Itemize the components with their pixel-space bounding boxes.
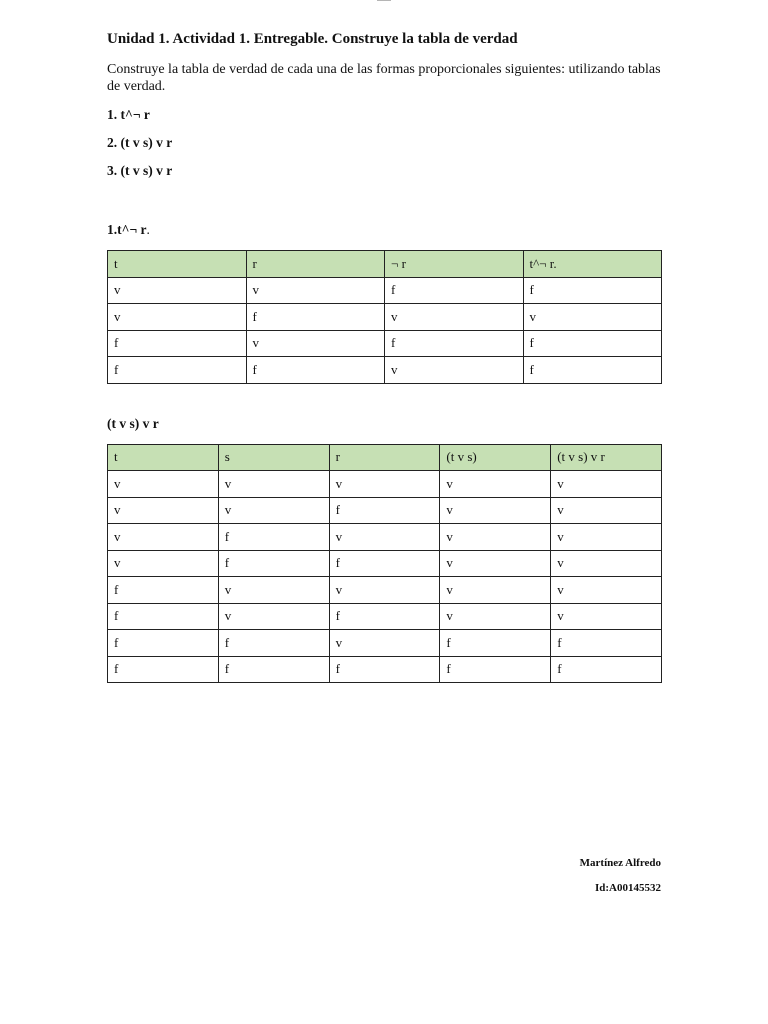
table-cell: v — [551, 577, 662, 604]
table-cell: v — [218, 603, 329, 630]
table-cell: v — [440, 524, 551, 551]
table-cell: v — [329, 630, 440, 657]
section-1-heading-text: 1.t^¬ r — [107, 222, 147, 237]
column-header: r — [246, 251, 385, 278]
table-cell: f — [108, 357, 247, 384]
table-header-row — [108, 251, 662, 278]
table-cell: f — [329, 497, 440, 524]
section-1-heading-period: . — [146, 222, 150, 237]
column-header: (t v s) v r — [551, 444, 662, 471]
column-header: (t v s) — [440, 444, 551, 471]
column-header: s — [218, 444, 329, 471]
table-cell: f — [440, 656, 551, 683]
table-row — [108, 656, 662, 683]
table-cell: f — [551, 656, 662, 683]
table-cell: f — [385, 330, 524, 357]
table-row — [108, 630, 662, 657]
table-cell: f — [246, 357, 385, 384]
truth-table-2 — [107, 444, 662, 684]
table-row — [108, 577, 662, 604]
table-cell: f — [329, 603, 440, 630]
table-row — [108, 277, 662, 304]
table-cell: v — [440, 471, 551, 498]
column-header: t^¬ r. — [523, 251, 662, 278]
table-cell: v — [218, 471, 329, 498]
table-cell: v — [218, 497, 329, 524]
table-cell: v — [246, 277, 385, 304]
formula-item-1: 1. t^¬ r — [107, 107, 150, 122]
column-header: t — [108, 251, 247, 278]
table-row — [108, 357, 662, 384]
document-title: Unidad 1. Actividad 1. Entregable. Construye la tabla de verdad — [107, 31, 518, 47]
table-cell: v — [440, 497, 551, 524]
section-2-heading — [107, 415, 662, 432]
table-cell: v — [440, 603, 551, 630]
table-cell: v — [108, 524, 219, 551]
table-cell: v — [329, 471, 440, 498]
table-cell: v — [108, 304, 247, 331]
column-header: r — [329, 444, 440, 471]
table-cell: v — [329, 577, 440, 604]
formula-item-2: 2. (t v s) v r — [107, 135, 173, 150]
page-top-divider — [377, 0, 391, 1]
table-row — [108, 304, 662, 331]
table-cell: v — [246, 330, 385, 357]
table-cell: v — [551, 550, 662, 577]
table-cell: v — [385, 304, 524, 331]
table-cell: v — [218, 577, 329, 604]
table-cell: v — [551, 471, 662, 498]
author-id: Id:A00145532 — [594, 882, 661, 894]
formula-item-3: 3. (t v s) v r — [107, 163, 173, 178]
instructions-paragraph: Construye la tabla de verdad de cada una de las formas proporcionales siguientes: utilizando tablas de verdad. — [107, 62, 661, 94]
table-cell: f — [218, 656, 329, 683]
table-cell: v — [551, 497, 662, 524]
author-name: Martínez Alfredo — [579, 857, 661, 869]
table-cell: f — [385, 277, 524, 304]
table-cell: f — [218, 524, 329, 551]
table-cell: v — [551, 603, 662, 630]
table-row — [108, 550, 662, 577]
table-cell: f — [329, 656, 440, 683]
table-row — [108, 524, 662, 551]
table-cell: v — [108, 497, 219, 524]
table-cell: f — [108, 630, 219, 657]
column-header: ¬ r — [385, 251, 524, 278]
table-header-row — [108, 444, 662, 471]
section-1-heading — [107, 221, 662, 238]
table-cell: v — [108, 550, 219, 577]
table-row — [108, 497, 662, 524]
table-cell: v — [523, 304, 662, 331]
table-cell: f — [108, 603, 219, 630]
table-cell: f — [108, 330, 247, 357]
table-cell: f — [218, 550, 329, 577]
table-cell: v — [108, 277, 247, 304]
table-cell: f — [108, 577, 219, 604]
table-row — [108, 471, 662, 498]
table-cell: f — [108, 656, 219, 683]
table-cell: v — [108, 471, 219, 498]
section-2-heading-text: (t v s) v r — [107, 415, 159, 431]
table-cell: f — [523, 330, 662, 357]
column-header: t — [108, 444, 219, 471]
table-cell: f — [246, 304, 385, 331]
table-cell: v — [440, 550, 551, 577]
table-cell: f — [523, 357, 662, 384]
table-cell: f — [523, 277, 662, 304]
table-cell: f — [551, 630, 662, 657]
table-cell: f — [329, 550, 440, 577]
table-cell: v — [440, 577, 551, 604]
table-cell: f — [218, 630, 329, 657]
table-cell: v — [385, 357, 524, 384]
table-row — [108, 330, 662, 357]
table-row — [108, 603, 662, 630]
document-page — [107, 30, 662, 683]
table-cell: v — [329, 524, 440, 551]
table-cell: f — [440, 630, 551, 657]
table-cell: v — [551, 524, 662, 551]
truth-table-1 — [107, 250, 662, 384]
